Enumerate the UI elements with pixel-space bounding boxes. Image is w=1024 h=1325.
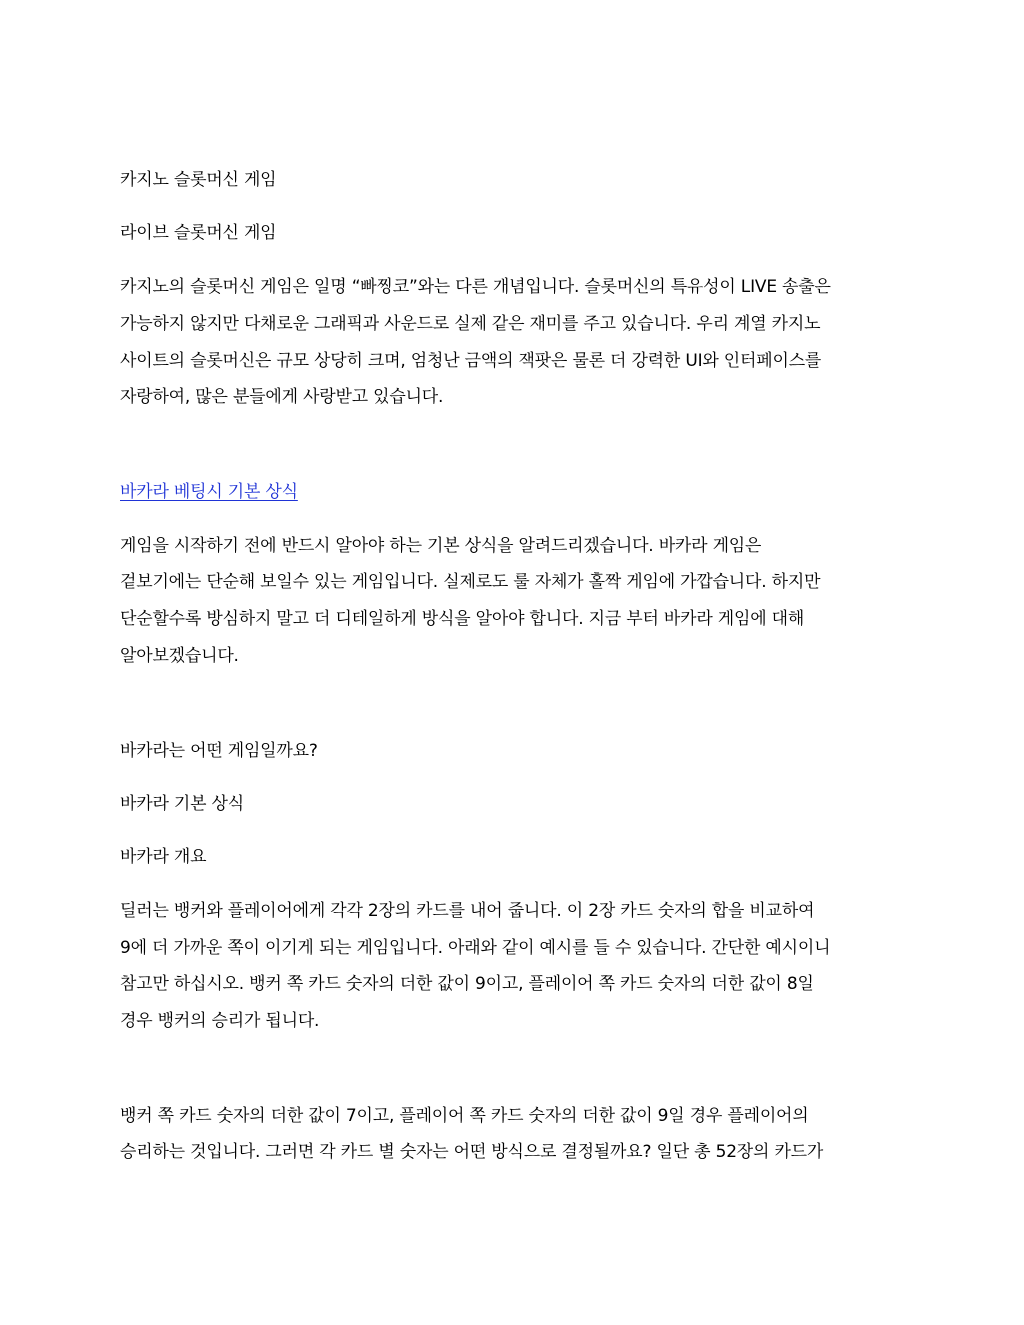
heading-casino-slot: 카지노 슬롯머신 게임 [120,170,277,190]
paragraph-line: 가능하지 않지만 다채로운 그래픽과 사운드로 실제 같은 재미를 주고 있습니다. 우리 계열 카지노 [120,314,821,334]
link-baccarat-basics[interactable]: 바카라 베팅시 기본 상식 [120,482,298,502]
heading-baccarat-overview: 바카라 개요 [120,847,207,867]
paragraph-line: 게임을 시작하기 전에 반드시 알아야 하는 기본 상식을 알려드리겠습니다. 바카라 게임은 [120,536,762,556]
heading-what-is-baccarat: 바카라는 어떤 게임일까요? [120,741,318,761]
paragraph-line: 참고만 하십시오. 뱅커 쪽 카드 숫자의 더한 값이 9이고, 플레이어 쪽 카드 숫자의 더한 값이 8일 [120,974,814,994]
paragraph-line: 딜러는 뱅커와 플레이어에게 각각 2장의 카드를 내어 줍니다. 이 2장 카드 숫자의 합을 비교하여 [120,901,815,921]
paragraph-line: 승리하는 것입니다. 그러면 각 카드 별 숫자는 어떤 방식으로 결정될까요? 일단 총 52장의 카드가 [120,1142,824,1162]
paragraph-line: 뱅커 쪽 카드 숫자의 더한 값이 7이고, 플레이어 쪽 카드 숫자의 더한 값이 9일 경우 플레이어의 [120,1106,809,1126]
paragraph-line: 사이트의 슬롯머신은 규모 상당히 크며, 엄청난 금액의 잭팟은 물론 더 강력한 UI와 인터페이스를 [120,351,822,371]
paragraph-line: 카지노의 슬롯머신 게임은 일명 “빠찡코”와는 다른 개념입니다. 슬롯머신의 특유성이 LIVE 송출은 [120,277,831,297]
paragraph-line: 9에 더 가까운 쪽이 이기게 되는 게임입니다. 아래와 같이 예시를 들 수 있습니다. 간단한 예시이니 [120,938,831,958]
paragraph-line: 경우 뱅커의 승리가 됩니다. [120,1011,320,1031]
paragraph-line: 단순할수록 방심하지 말고 더 디테일하게 방식을 알아야 합니다. 지금 부터 바카라 게임에 대해 [120,609,805,629]
paragraph-line: 알아보겠습니다. [120,646,239,666]
heading-baccarat-basics: 바카라 기본 상식 [120,794,244,814]
heading-live-slot: 라이브 슬롯머신 게임 [120,223,277,243]
paragraph-line: 겉보기에는 단순해 보일수 있는 게임입니다. 실제로도 룰 자체가 홀짝 게임에 가깝습니다. 하지만 [120,572,821,592]
paragraph-line: 자랑하여, 많은 분들에게 사랑받고 있습니다. [120,387,444,407]
document-page [120,0,910,1325]
